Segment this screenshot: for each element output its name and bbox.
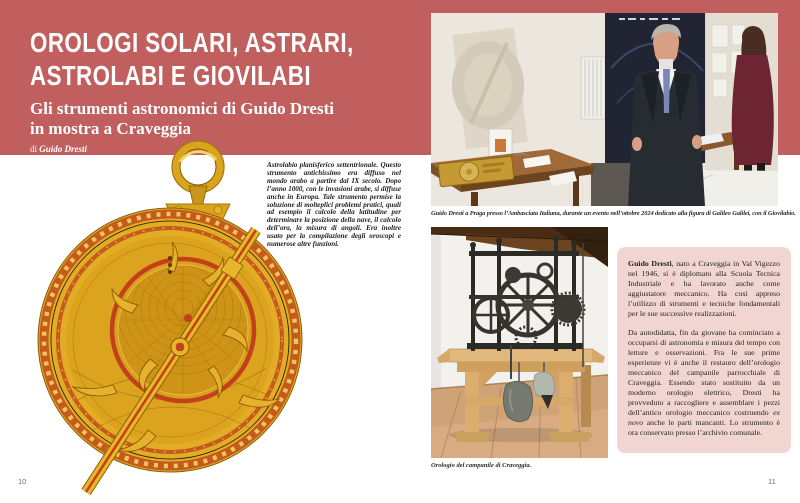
bio-paragraph-2-text-b: anche le parti mancanti. Lo strumento è ora conservato presso l’archivio comunale.: [628, 418, 780, 437]
title-line-1: OROLOGI SOLARI, ASTRARI,: [30, 27, 354, 58]
astrolabe-ring: [172, 141, 224, 208]
byline-author: Guido Dresti: [39, 144, 88, 154]
title-line-2: ASTROLABI E GIOVILABI: [30, 60, 311, 91]
radiator: [581, 57, 605, 119]
astrolabe-photo: [18, 130, 303, 498]
bio-text-box: [617, 247, 791, 453]
left-page-number: 10: [18, 477, 27, 486]
right-page-number: 11: [768, 477, 776, 486]
subtitle-line-2: in mostra a Craveggia: [30, 119, 192, 138]
exhibition-photo: [431, 13, 778, 206]
byline-prefix: di: [30, 144, 40, 154]
bio-paragraph-1-text: , nato a Craveggia in Val Vigezzo nel 1946, si è diplomato alla Scuola Tecnica Industriale e ha lavorato anche come aggiustatore meccanico. Ha così appreso l’utilizzo di strumenti e tecniche fondamentali per le sue successive realizzazioni.: [628, 259, 780, 318]
clock-photo: [431, 227, 608, 458]
astrolabe-illustration: [18, 130, 303, 498]
bio-paragraph-2-text-a: Da autodidatta, fin da giovane ha cominciato a occuparsi di astronomia e misura del tempo con letture e osservazioni. Fra le sue prime esperienze vi è anche il restauro dell’orologio meccanico del campanile parrocchiale di Craveggia. Essendo stato sostituito da un moderno orologio elettrico, Dresti ha provveduto a raccogliere e assemblare i pezzi dell’antico orologio meccanico costruendo: [628, 328, 780, 417]
bio-paragraph-2: [628, 328, 780, 438]
clock-photo-illustration: [431, 227, 608, 458]
bio-paragraph-1: [628, 259, 780, 319]
clock-caption: Orologio del campanile di Craveggia.: [431, 462, 532, 469]
exhibition-caption: Guido Dresti a Praga presso l’Ambasciata Italiana, durante un evento nell’ottobre 2024 dedicato alla figura di Galileo Galilei, con il Giovilabio.: [431, 210, 796, 217]
exhibition-photo-illustration: [431, 13, 778, 206]
bio-paragraph-2-latin: ex novo: [628, 408, 780, 427]
astrolabe-hub: [171, 338, 189, 356]
subtitle-line-1: Gli strumenti astronomici di Guido Dresti: [30, 99, 334, 118]
astrolabe-caption: Astrolabio planisferico settentrionale. Questo strumento antichissimo era diffuso nel mondo arabo a partire dal IX secolo. Dopo l’anno 1000, con le invasioni arabe, si diffuse anche in Europa. Tale strumento permise la soluzione di molteplici problemi pratici, quali ad esempio il calcolo della latitudine per determinare la posizione della nave, il calcolo dell’ora, la misura di angoli. Era inoltre usato per la compilazione degli oroscopi e numerose altre funzioni.: [267, 161, 401, 249]
bio-author-name: Guido Dresti: [628, 259, 672, 268]
